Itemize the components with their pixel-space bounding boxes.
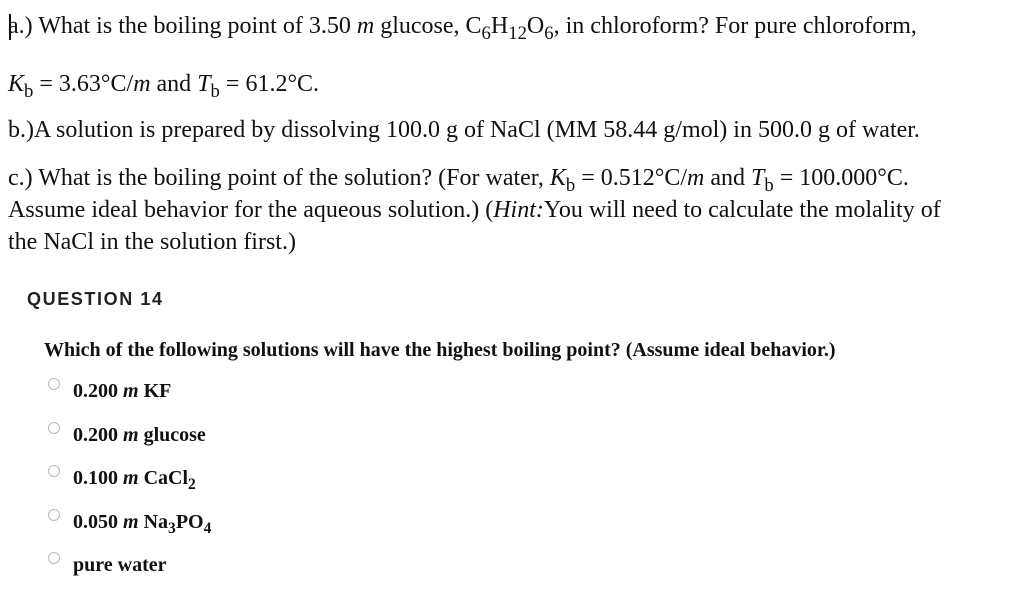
option-label: pure water (73, 554, 167, 576)
option-pure-water[interactable] (48, 548, 211, 592)
option-label: 0.050 m $Na_3PO_4$ (73, 510, 212, 537)
radio-button[interactable] (48, 509, 60, 521)
radio-button[interactable] (48, 422, 60, 434)
part-c-paragraph: c.) What is the boiling point of the solution? (For water, $K_b = 0.512^\circ C/m$ and $T_b = 100.000^\circ C$. Assume ideal behavior for the aqueous solution.) (Hint:You will need to calculate the molality of the NaCl in the solution first.) (8, 165, 941, 255)
part-b-line: b.)A solution is prepared by dissolving 100.0 g of NaCl (MM 58.44 g/mol) in 500.0 g of water. (8, 117, 920, 143)
option-label: 0.200 m glucose (73, 423, 206, 446)
radio-button[interactable] (48, 552, 60, 564)
option-label: 0.200 m KF (73, 380, 172, 402)
problem-text (8, 8, 1018, 258)
option-na3po4[interactable] (48, 505, 211, 549)
part-a-line: a.) What is the boiling point of 3.50 m glucose, $C_6H_{12}O_6$, in chloroform? For pure chloroform, (8, 13, 917, 44)
question-heading: QUESTION 14 (27, 289, 164, 309)
option-cacl2[interactable] (48, 461, 211, 505)
radio-button[interactable] (48, 378, 60, 390)
part-a-constants: $K_b = 3.63^\circ C/m$ and $T_b = 61.2^\circ C$. (8, 71, 320, 102)
option-kf[interactable] (48, 374, 211, 418)
option-label: 0.100 m CaCl$_2$ (73, 467, 196, 493)
answer-options (48, 374, 211, 592)
question-prompt: Which of the following solutions will have the highest boiling point? (Assume ideal behavior.) (44, 339, 836, 361)
radio-button[interactable] (48, 465, 60, 477)
option-glucose[interactable] (48, 418, 211, 462)
